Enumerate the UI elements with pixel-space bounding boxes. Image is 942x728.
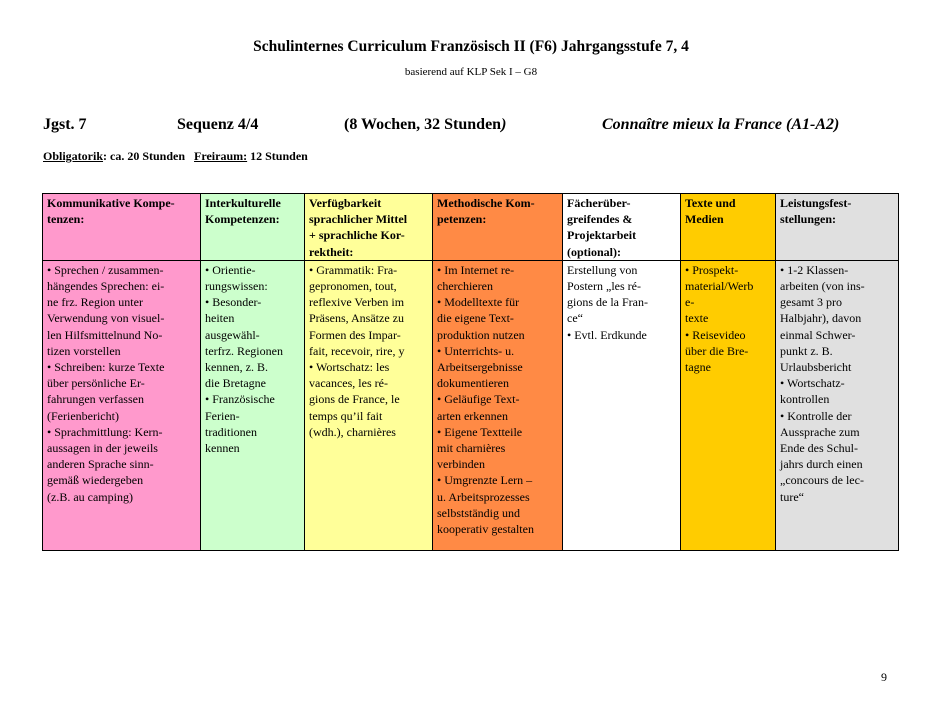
cell-line: u. Arbeitsprozesses [437,489,530,504]
cell-line: reflexive Verben im [309,295,405,310]
cell-line: (wdh.), charnières [309,424,396,439]
cell-line: • Schreiben: kurze Texte [47,360,165,375]
stunden-verteilung [43,149,308,164]
cell-line: traditionen [205,424,257,439]
sequenz-label: Sequenz 4/4 [177,116,259,133]
header-cell [776,194,899,261]
cell-line: cherchieren [437,279,493,294]
curriculum-table [42,193,899,551]
cell-line: Ferien- [205,408,240,423]
cell-line: • Reisevideo [685,327,746,342]
cell-line: fahrungen verfassen [47,392,144,407]
cell-line: • Im Internet re- [437,262,515,277]
cell-line: • Besonder- [205,295,262,310]
cell-line: ce“ [567,311,583,326]
cell-line: • Französische [205,392,275,407]
header-cell [201,194,305,261]
dauer-text: (8 Wochen, 32 Stunden [344,116,502,133]
cell-line: • Orientie- [205,262,256,277]
cell-line: rungswissen: [205,279,268,294]
cell-line: ausgewähl- [205,327,260,342]
cell-line: Fächerüber- [567,196,631,210]
cell-line: kooperativ gestalten [437,522,534,537]
page-title: Schulinternes Curriculum Französisch II (F6) Jahrgangsstufe 7, 4 [253,38,689,55]
cell-line: jahrs durch einen [780,457,863,472]
cell-line: • Eigene Textteile [437,424,523,439]
cell-line: stellungen: [780,212,837,227]
cell-line: • Evtl. Erdkunde [567,327,647,342]
table-cell [201,260,305,550]
cell-line: produktion nutzen [437,327,525,342]
cell-line: Ende des Schul- [780,441,858,456]
cell-line: heiten [205,311,235,326]
cell-line: rektheit: [309,244,354,259]
cell-line: • Grammatik: Fra- [309,262,398,277]
cell-line: greifendes & [567,212,633,227]
freiraum-value: 12 Stunden [247,149,308,163]
cell-line: len Hilfsmittelnund No- [47,327,163,342]
cell-line: petenzen: [437,212,487,227]
table-cell [43,260,201,550]
cell-line: kennen, z. B. [205,360,268,375]
cell-line: anderen Sprache sinn- [47,457,154,472]
cell-line: die eigene Text- [437,311,514,326]
cell-line: • Sprechen / zusammen- [47,262,164,277]
freiraum-label: Freiraum: [194,149,248,163]
cell-line: Interkulturelle [205,196,281,210]
table-cell [681,260,776,550]
header-cell [43,194,201,261]
cell-line: • Geläufige Text- [437,392,520,407]
table-cell [433,260,563,550]
header-cell [433,194,563,261]
cell-line: punkt z. B. [780,343,833,358]
cell-line: texte [685,311,709,326]
cell-line: tizen vorstellen [47,343,121,358]
cell-line: ture“ [780,489,804,504]
cell-line: Formen des Impar- [309,327,401,342]
table-cell [563,260,681,550]
table-cell [305,260,433,550]
cell-line: arbeiten (von ins- [780,279,865,294]
page-subtitle: basierend auf KLP Sek I – G8 [404,66,538,78]
dauer-label [344,116,506,134]
cell-line: Methodische Kom- [437,196,535,210]
jgst-label: Jgst. 7 [43,116,87,133]
cell-line: über die Bre- [685,343,749,358]
cell-line: • Unterrichts- u. [437,343,515,358]
cell-line: • Modelltexte für [437,295,520,310]
cell-line: fait, recevoir, rire, y [309,343,405,358]
cell-line: material/Werb [685,279,754,294]
cell-line: (Ferienbericht) [47,408,119,423]
cell-line: e- [685,295,695,310]
cell-line: gions de la Fran- [567,295,648,310]
cell-line: temps qu’il fait [309,408,383,423]
cell-line: sprachlicher Mittel [309,212,408,227]
cell-line: gepronomen, tout, [309,279,397,294]
cell-line: vacances, les ré- [309,376,388,391]
cell-line: Medien [685,212,724,227]
cell-line: • Prospekt- [685,262,739,277]
cell-line: Erstellung von [567,262,638,277]
cell-line: + sprachliche Kor- [309,228,405,243]
cell-line: (z.B. au camping) [47,489,133,504]
header-cell [681,194,776,261]
obligatorik-value: : ca. 20 Stunden [103,149,186,163]
cell-line: aussagen in der jeweils [47,441,158,456]
cell-line: Leistungsfest- [780,196,852,210]
cell-line: Postern „les ré- [567,279,641,294]
cell-line: kontrollen [780,392,830,407]
cell-line: Kommunikative Kompe- [47,196,175,210]
cell-line: Verfügbarkeit [309,196,382,210]
cell-line: Präsens, Ansätze zu [309,311,404,326]
cell-line: • Sprachmittlung: Kern- [47,424,163,439]
cell-line: einmal Schwer- [780,327,856,342]
page-number: 9 [881,670,887,684]
header-cell [563,194,681,261]
cell-line: • Wortschatz- [780,376,845,391]
cell-line: Arbeitsergebnisse [437,360,523,375]
cell-line: selbstständig und [437,505,520,520]
cell-line: Halbjahr), davon [780,311,862,326]
cell-line: dokumentieren [437,376,509,391]
cell-line: Projektarbeit [567,228,637,243]
cell-line: verbinden [437,457,485,472]
cell-line: terfrz. Regionen [205,343,283,358]
cell-line: tagne [685,360,711,375]
cell-line: Aussprache zum [780,424,860,439]
cell-line: die Bretagne [205,376,266,391]
cell-line: Kompetenzen: [205,212,280,227]
cell-line: • Wortschatz: les [309,360,390,375]
cell-line: • Kontrolle der [780,408,852,423]
cell-line: Verwendung von visuel- [47,311,165,326]
sequenz-thema: Connaître mieux la France (A1-A2) [602,116,840,133]
cell-line: gemäß wiedergeben [47,473,144,488]
cell-line: über persönliche Er- [47,376,145,391]
table-cell [776,260,899,550]
cell-line: Texte und [685,196,736,210]
cell-line: kennen [205,441,240,456]
dauer-close: ) [501,116,507,133]
table-row [43,260,899,550]
cell-line: gions de France, le [309,392,400,407]
cell-line: arten erkennen [437,408,508,423]
cell-line: „concours de lec- [780,473,864,488]
cell-line: mit charnières [437,441,506,456]
header-cell [305,194,433,261]
cell-line: Urlaubsbericht [780,360,852,375]
cell-line: • Umgrenzte Lern – [437,473,533,488]
cell-line: hängendes Sprechen: ei- [47,279,165,294]
table-header-row [43,194,899,261]
obligatorik-label: Obligatorik [43,149,104,163]
cell-line: • 1-2 Klassen- [780,262,849,277]
cell-line: tenzen: [47,212,85,227]
cell-line: gesamt 3 pro [780,295,842,310]
cell-line: ne frz. Region unter [47,295,143,310]
cell-line: (optional): [567,244,621,259]
